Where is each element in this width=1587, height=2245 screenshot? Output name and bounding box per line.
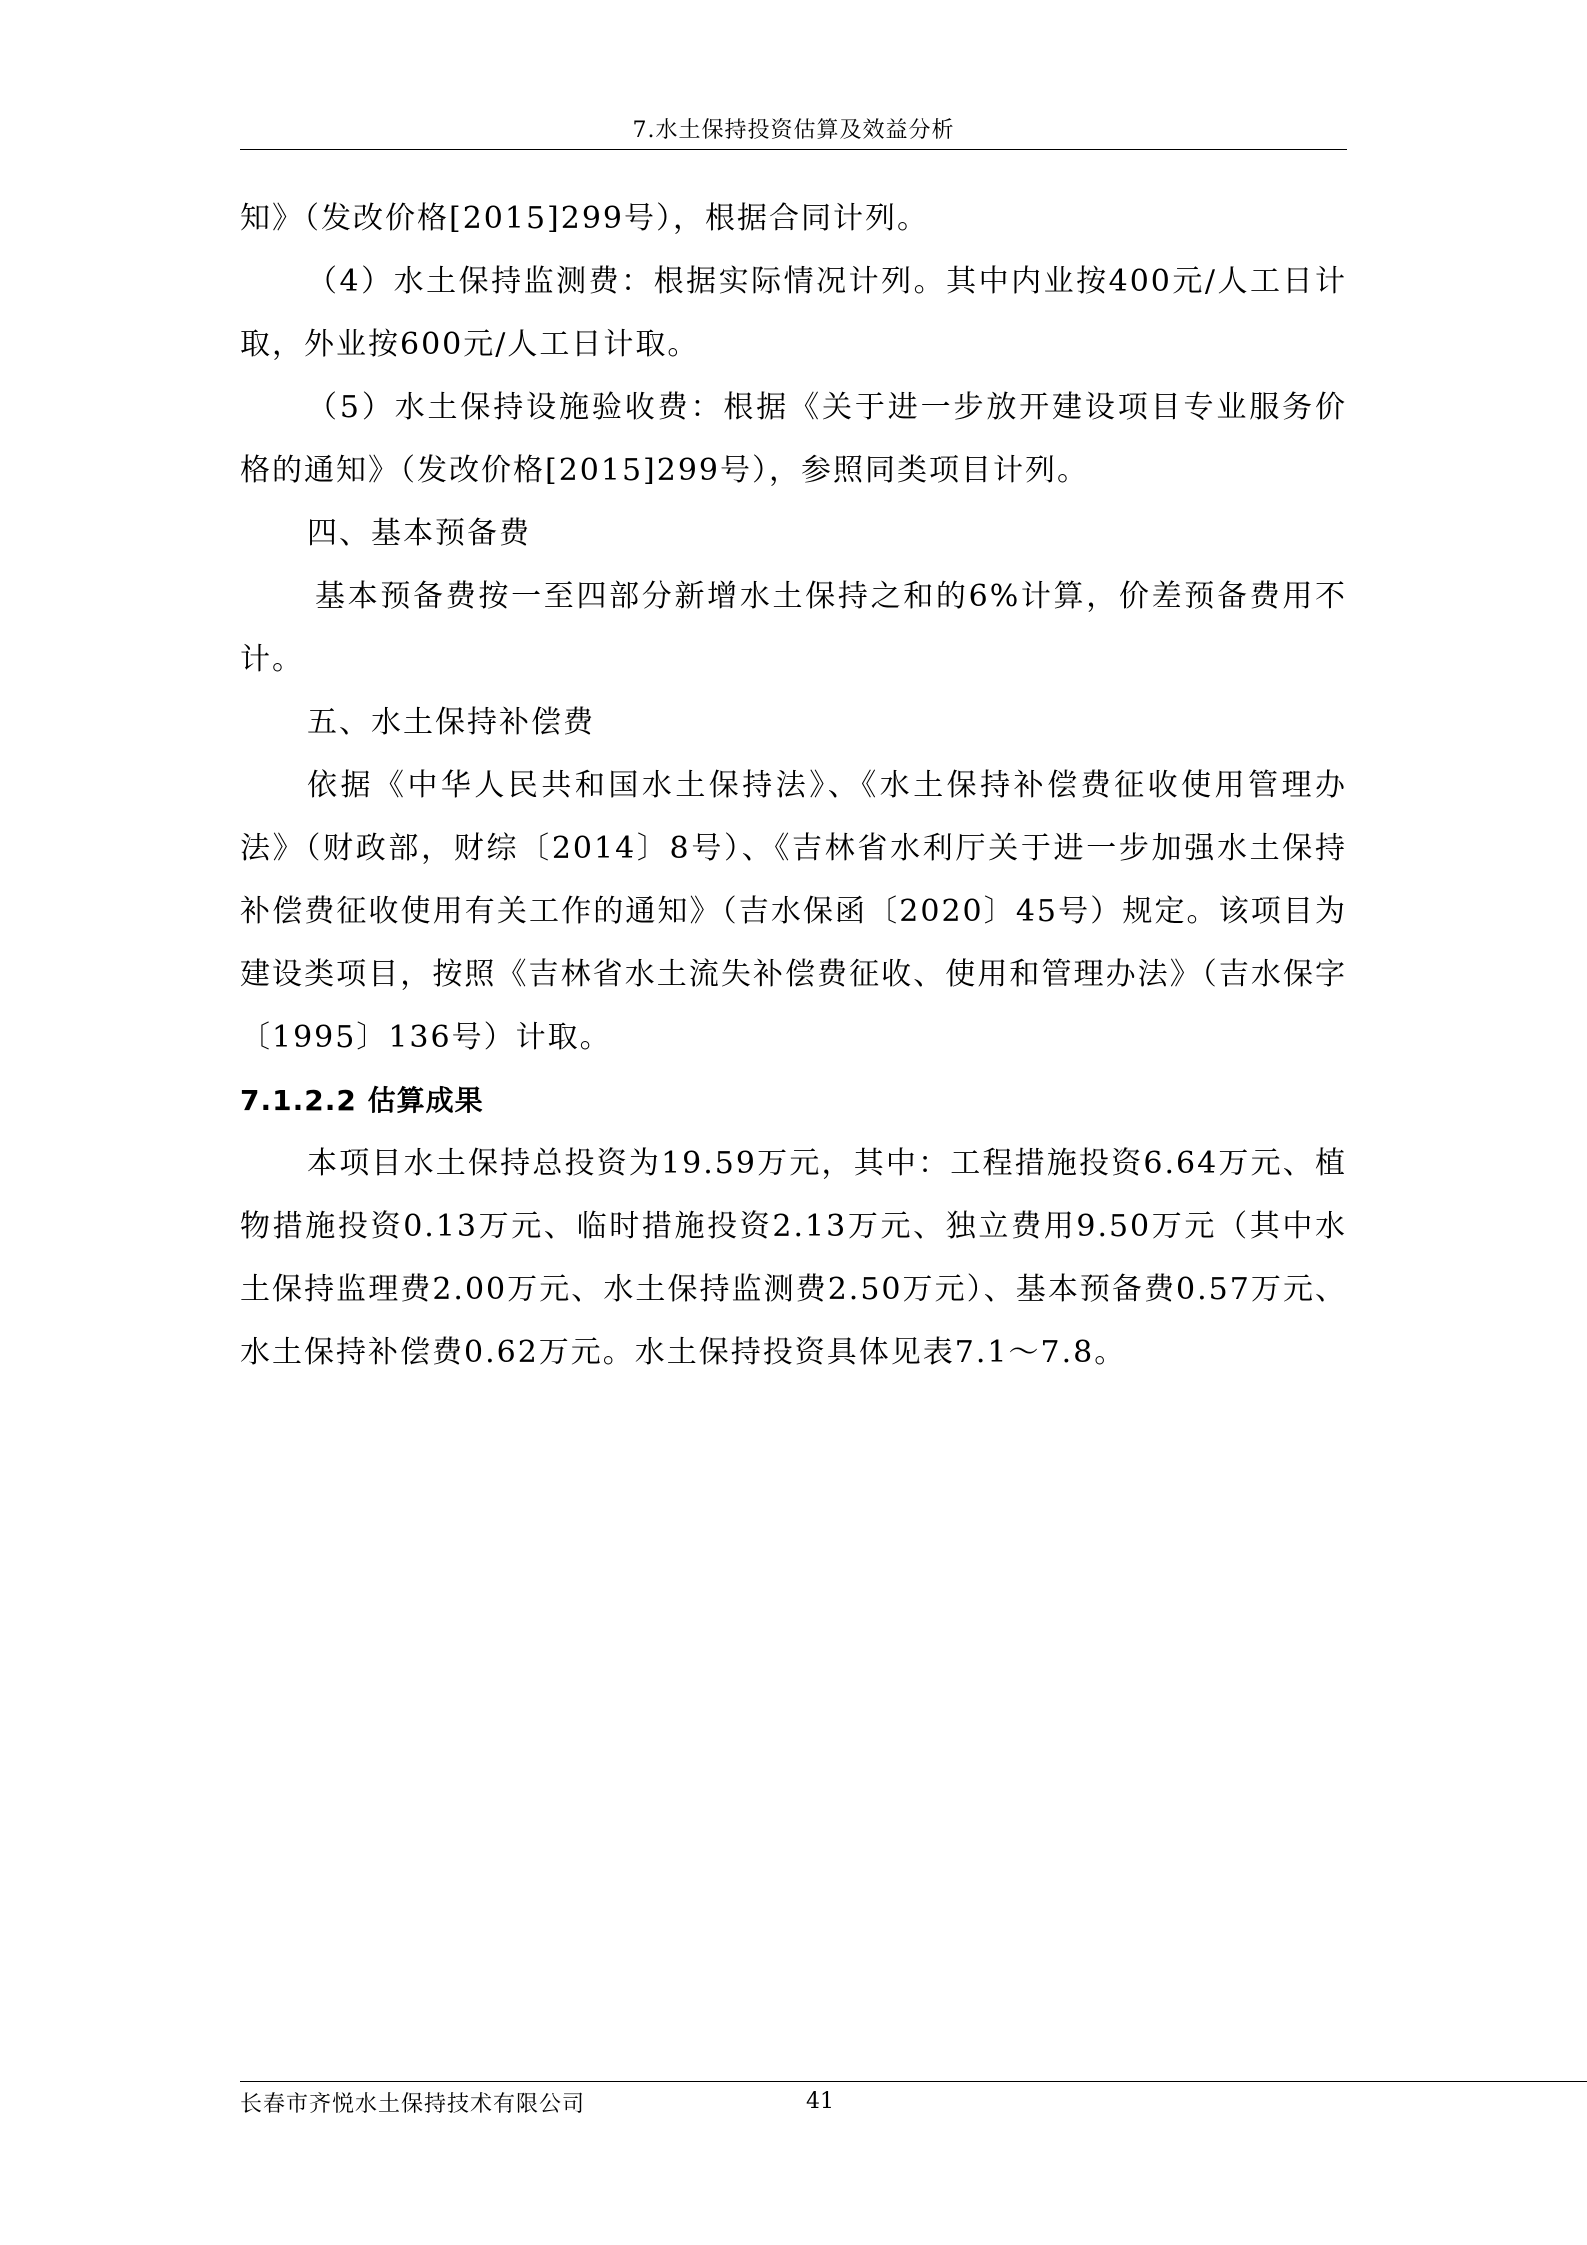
section-heading-compensation: 五、水土保持补偿费 (307, 705, 595, 740)
document-body (240, 187, 1347, 1384)
paragraph-estimate-results: 本项目水土保持总投资为19.59万元，其中：工程措施投资6.64万元、植物措施投资0.13万元、临时措施投资2.13万元、独立费用9.50万元（其中水土保持监理费2.00万元、水土保持监测费2.50万元）、基本预备费0.57万元、水土保持补偿费0.62万元。水土保持投资具体见表7.1～7.8。 (240, 1146, 1347, 1370)
paragraph-continuation: 知》（发改价格[2015]299号），根据合同计列。 (240, 201, 930, 236)
running-header: 7.水土保持投资估算及效益分析 (632, 118, 955, 143)
subsection-heading-estimate-results: 7.1.2.2 估算成果 (240, 1084, 484, 1117)
paragraph-compensation: 依据《中华人民共和国水土保持法》、《水土保持补偿费征收使用管理办法》（财政部，财综〔2014〕8号）、《吉林省水利厅关于进一步加强水土保持补偿费征收使用有关工作的通知》（吉水保函〔2020〕45号）规定。该项目为建设类项目，按照《吉林省水土流失补偿费征收、使用和管理办法》（吉水保字〔1995〕136号）计取。 (240, 768, 1347, 1055)
footer-company-name: 长春市齐悦水土保持技术有限公司 (240, 2092, 586, 2117)
header-divider (240, 149, 1347, 150)
page-number: 41 (806, 2089, 834, 2114)
paragraph-basic-reserve: 基本预备费按一至四部分新增水土保持之和的6%计算，价差预备费用不计。 (240, 579, 1347, 677)
footer-divider (240, 2081, 1587, 2082)
paragraph-monitoring-fee: （4）水土保持监测费：根据实际情况计列。其中内业按400元/人工日计取，外业按600元/人工日计取。 (240, 264, 1347, 362)
paragraph-acceptance-fee: （5）水土保持设施验收费：根据《关于进一步放开建设项目专业服务价格的通知》（发改价格[2015]299号），参照同类项目计列。 (240, 390, 1347, 488)
section-heading-basic-reserve: 四、基本预备费 (307, 516, 531, 551)
